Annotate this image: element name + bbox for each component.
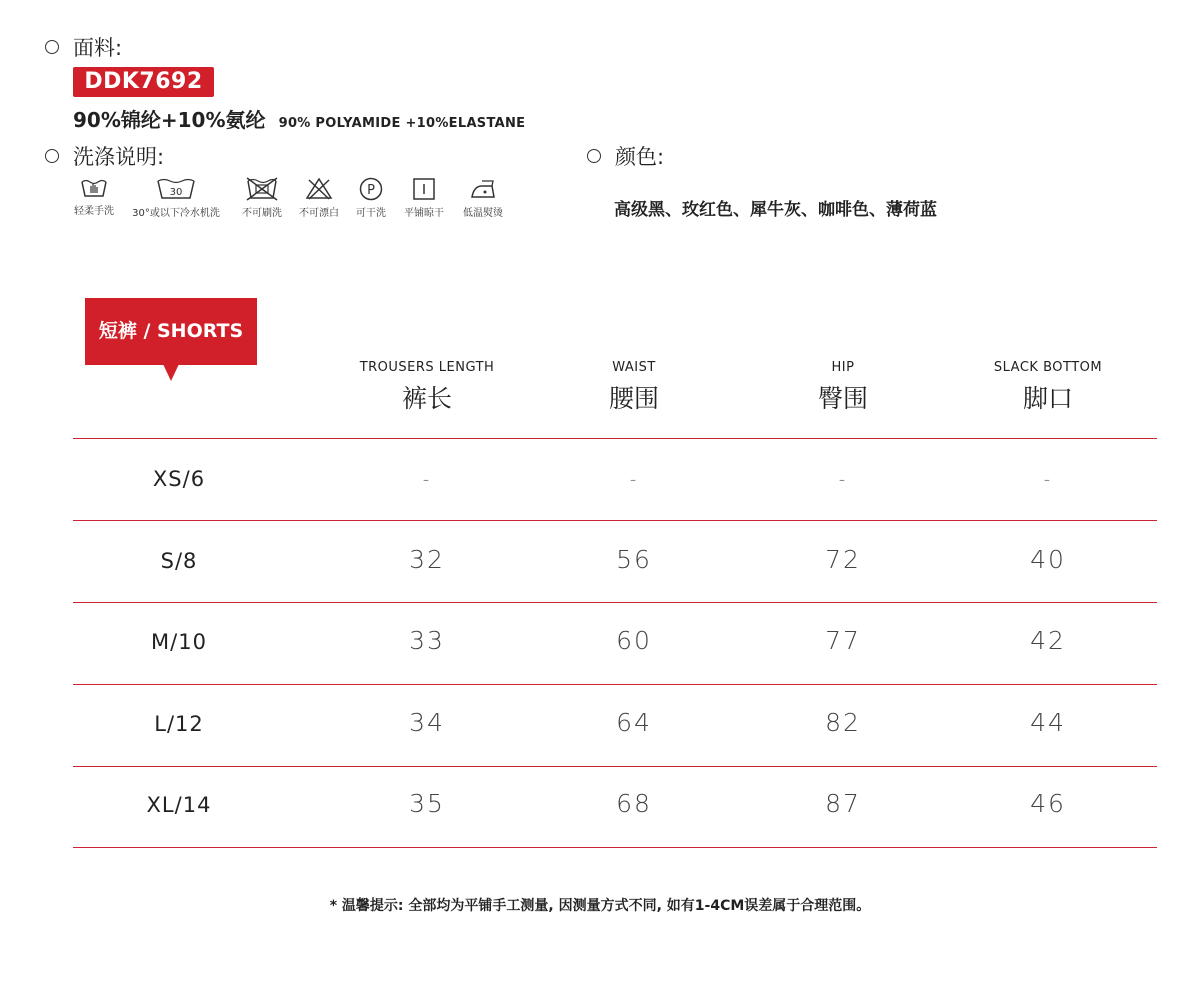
flat-dry-icon [410,176,438,202]
fabric-bullet-icon [45,40,59,54]
column-header-en: TROUSERS LENGTH [359,360,495,375]
table-divider [73,438,1157,439]
table-cell: 72 [825,545,861,574]
svg-text:30: 30 [169,187,183,198]
colors-label: 颜色: [615,145,665,169]
care-item-no-bleach [296,176,342,219]
table-cell: 77 [825,626,861,655]
table-divider [73,602,1157,603]
care-bullet-icon [45,149,59,163]
fabric-code-badge: DDK7692 [73,67,214,97]
no-brush-icon [245,176,279,202]
table-cell: 42 [1030,626,1066,655]
column-header-cn: 臀围 [817,384,868,413]
table-cell: 87 [825,789,861,818]
care-item-iron-low [459,176,507,219]
dry-clean-p-icon [357,176,385,202]
size-label: XL/14 [146,793,212,817]
column-header-slack-bottom [948,360,1148,415]
table-cell: 35 [409,789,445,818]
care-item-no-brush [238,176,286,219]
table-divider [73,847,1157,848]
column-header-trousers-length [327,360,527,415]
care-label-iron-low: 低温熨烫 [463,208,503,219]
table-divider [73,766,1157,767]
column-header-hip [743,360,943,415]
table-cell: 44 [1030,708,1066,737]
composition-en: 90% POLYAMIDE +10%ELASTANE [278,116,526,131]
composition-cn: 90%锦纶+10%氨纶 [73,108,266,132]
size-label: S/8 [160,549,198,573]
table-cell: - [629,469,639,490]
table-cell: 33 [409,626,445,655]
table-divider [73,684,1157,685]
column-header-cn: 脚口 [1022,384,1073,413]
table-cell: 64 [616,708,652,737]
care-item-dry-clean [351,176,391,219]
no-bleach-icon [304,176,334,202]
table-cell: 32 [409,545,445,574]
table-cell: - [838,469,848,490]
fabric-label: 面料: [73,36,123,60]
column-header-en: WAIST [612,360,656,375]
table-cell: 34 [409,708,445,737]
column-header-waist [534,360,734,415]
fabric-composition [73,104,525,133]
colors-bullet-icon [587,149,601,163]
care-label: 洗涤说明: [73,145,165,169]
size-label: L/12 [154,712,204,736]
care-label-flat-dry: 平铺晾干 [404,208,444,219]
colors-list: 高级黑、玫红色、犀牛灰、咖啡色、薄荷蓝 [614,200,937,220]
table-cell: 68 [616,789,652,818]
table-cell: - [422,469,432,490]
care-item-machine-wash [128,176,224,219]
care-label-no-brush: 不可刷洗 [242,208,282,219]
care-item-flat-dry [400,176,448,219]
shorts-tag: 短裤 / SHORTS [85,298,257,365]
size-label: XS/6 [152,467,206,491]
care-label-no-bleach: 不可漂白 [299,208,339,219]
column-header-cn: 腰围 [608,384,659,413]
size-label: M/10 [151,630,207,654]
column-header-en: SLACK BOTTOM [993,360,1103,375]
svg-text:P: P [367,183,375,198]
care-item-hand-wash [72,176,116,217]
table-cell: 60 [616,626,652,655]
hand-wash-icon [79,176,109,200]
shorts-tag-pointer [163,364,179,381]
care-label-machine-wash: 30°或以下冷水机洗 [132,208,220,219]
care-label-hand-wash: 轻柔手洗 [74,206,114,217]
column-header-en: HIP [831,360,855,375]
table-cell: 40 [1030,545,1066,574]
machine-wash-30-icon [155,176,197,202]
table-cell: 46 [1030,789,1066,818]
care-label-dry-clean: 可干洗 [356,208,386,219]
table-cell: - [1043,469,1053,490]
table-cell: 82 [825,708,861,737]
measurement-footnote: * 温馨提示: 全部均为平铺手工测量, 因测量方式不同, 如有1-4CM误差属于合理范围。 [329,898,871,914]
iron-low-icon [468,176,498,202]
column-header-cn: 裤长 [401,384,452,413]
table-cell: 56 [616,545,652,574]
table-divider [73,520,1157,521]
